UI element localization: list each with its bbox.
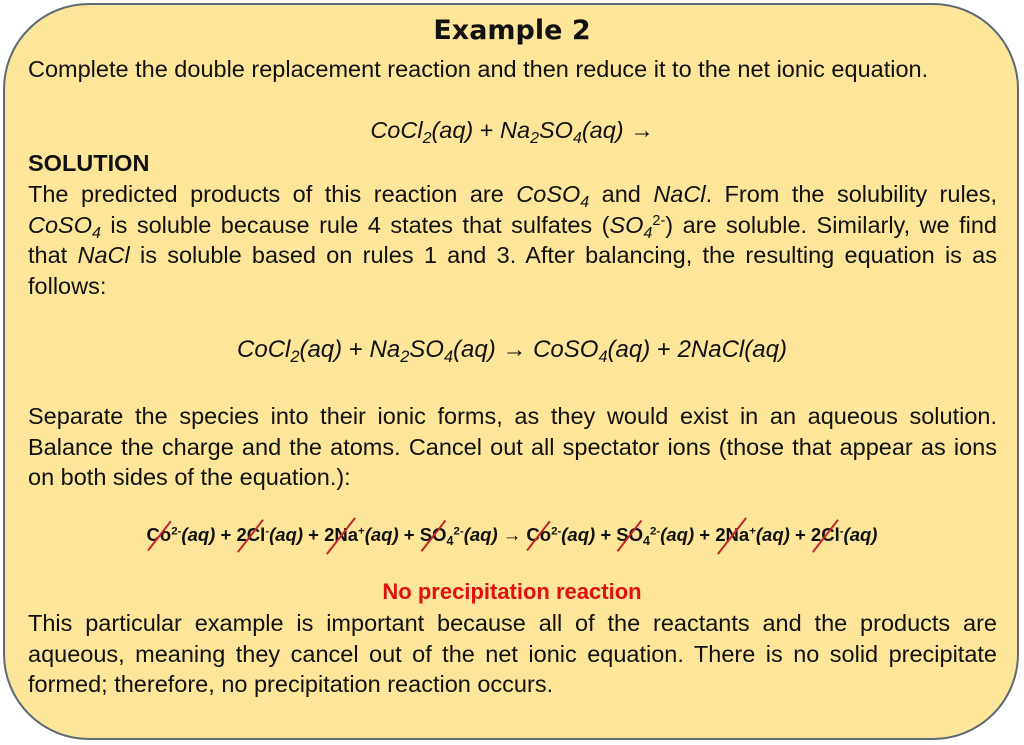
struck-ion: 2Cl (236, 524, 266, 545)
solution-paragraph: The predicted products of this reaction are CoSO$_4$ and NaCl. From the solubility rules, CoSO$_4$ is soluble because rule 4 states that sulfates $(SO_4^{2-})$ are soluble. Similarly, we find that NaCl is soluble based on rules 1 and 3. After balancing, the resulting equation is as follows: (28, 181, 998, 299)
struck-ion: 2Na (715, 524, 750, 545)
struck-ion: Co (526, 524, 552, 545)
conclusion-paragraph: This particular example is important because all of the reactants and the products are aqueous, meaning they cancel out of the net ionic equation. There is no solid precipitate formed; therefore, no precipitation reaction occurs. (28, 610, 997, 697)
struck-ion: 2Na (324, 524, 359, 545)
problem-statement: Complete the double replacement reaction and then reduce it to the net ionic equation. (28, 56, 929, 82)
ionic-equation: $Co^{2-}(aq) + 2Cl^-(aq) + 2Na^+(aq) + SO_4^{2-}(aq) \to Co^{2-}(aq) + SO_4^{2-}(aq) + 2Na^+(aq) + 2Cl^-(aq)$ (146, 524, 878, 548)
struck-ion: 2Cl (810, 524, 840, 545)
no-precipitation-result: No precipitation reaction (382, 579, 642, 604)
struck-ion: SO (419, 524, 447, 545)
reaction-equation: CoCl$_2$(aq) + $Na_2SO_4(aq)$ → (370, 117, 654, 147)
example-title: Example 2 (433, 15, 591, 46)
solution-heading: SOLUTION (28, 150, 150, 176)
struck-ion: SO (616, 524, 644, 545)
separate-instructions: Separate the species into their ionic forms, as they would exist in an aqueous solution. Balance the charge and the atoms. Cancel out all spectator ions (those that appear as ions on both sides of the equation.): (28, 403, 997, 490)
balanced-equation: CoCl$_2$(aq) + $Na_2SO_4(aq)$ → CoSO$_4$(aq) + 2NaCl(aq) (237, 336, 787, 366)
struck-ion: Co (146, 524, 172, 545)
